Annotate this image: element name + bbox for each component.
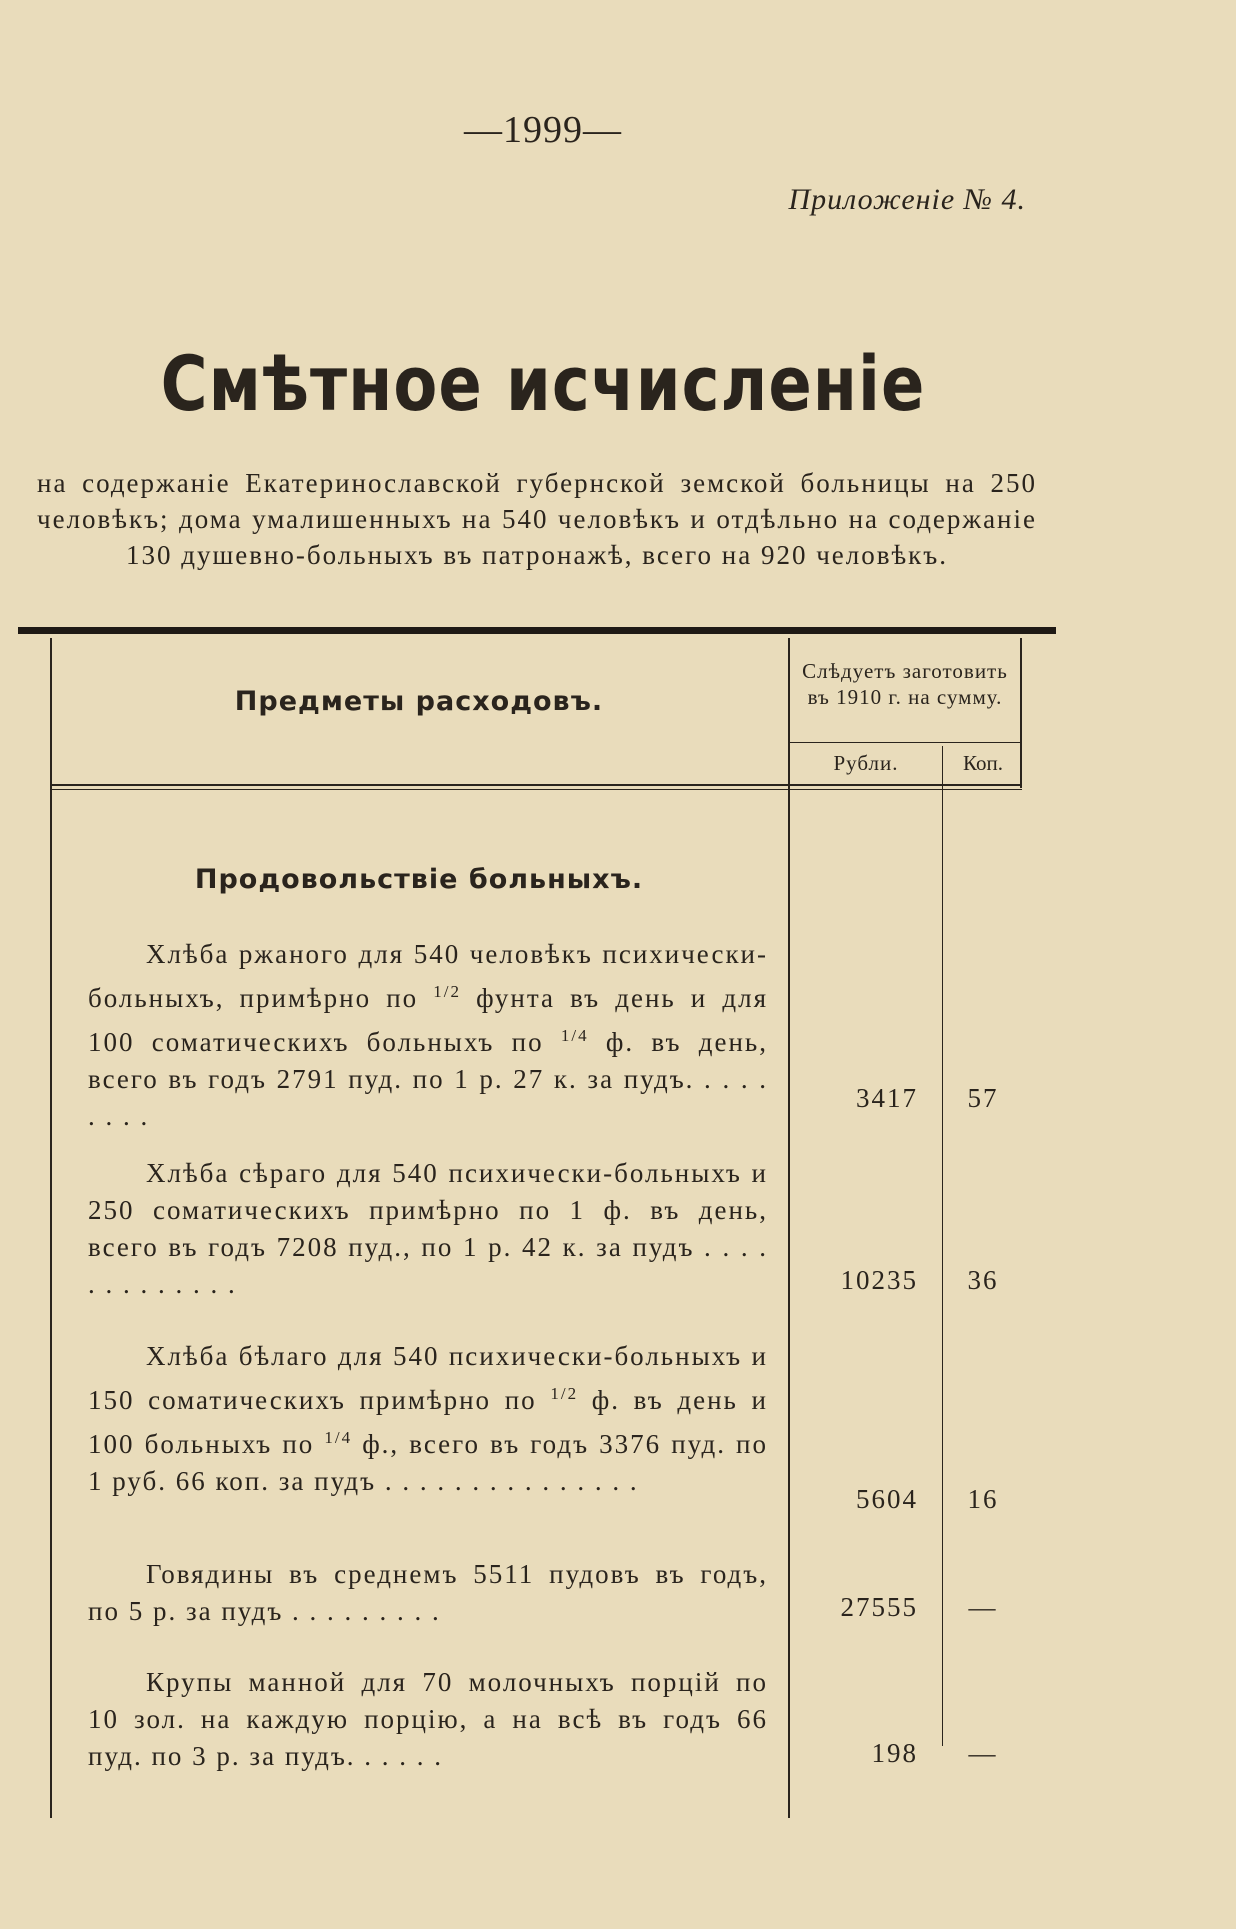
- col-header-rub: Рубли.: [833, 751, 899, 775]
- row-text-part: Хлѣба ржаного для 540 человѣкъ психически-больныхъ, примѣрно по: [88, 939, 768, 1013]
- row-rub: 27555: [840, 1592, 918, 1622]
- row-text: [88, 1338, 768, 1500]
- table-row: [88, 1556, 768, 1630]
- col-header-kop: Коп.: [963, 751, 1003, 775]
- header-bottom-rule-2: [50, 789, 1022, 790]
- fraction: 1/4: [324, 1428, 353, 1447]
- header-bottom-rule: [50, 784, 1022, 786]
- table-left-border: [50, 638, 52, 1818]
- row-text-part: Хлѣба бѣлаго для 540 психически-больныхъ и 150 соматическихъ примѣрно по: [88, 1341, 768, 1415]
- subtitle: на содержаніе Екатеринославской губернской земской больницы на 250 человѣкъ; дома умалишенныхъ на 540 человѣкъ и отдѣльно на содержаніе 130 душевно-больныхъ въ патронажѣ, всего на 920 человѣкъ.: [37, 468, 1037, 570]
- row-rub: 5604: [856, 1484, 918, 1514]
- sum-subheader-rule: [790, 742, 1022, 743]
- row-text: Крупы манной для 70 молочныхъ порцій по 10 зол. на каждую порцію, а на всѣ въ годъ 66 пуд. по 3 р. за пудъ. . . . . .: [88, 1667, 768, 1771]
- row-text-part: ф. въ день, всего въ годъ 2791 пуд. по 1 р. 27 к. за пудъ. . . . . . . . .: [88, 1027, 768, 1131]
- expense-table: [50, 638, 1022, 1818]
- appendix-label: Приложеніе № 4.: [788, 183, 1026, 216]
- row-rub: 3417: [856, 1083, 918, 1113]
- row-text: [88, 936, 768, 1135]
- table-column-divider: [788, 638, 790, 1818]
- rub-kop-divider: [942, 746, 943, 1746]
- col-header-sum: Слѣдуетъ заготовить въ 1910 г. на сумму.: [802, 659, 1008, 709]
- fraction: 1/4: [560, 1026, 589, 1045]
- section-title: Продовольствіе больныхъ.: [194, 864, 644, 895]
- row-kop: 57: [967, 1083, 999, 1113]
- page-number: —1999—: [464, 109, 622, 151]
- row-rub: 10235: [840, 1265, 918, 1295]
- col-header-items: Предметы расходовъ.: [234, 686, 604, 717]
- fraction: 1/2: [433, 982, 462, 1001]
- row-text-part: фунта въ день и для 100 соматическихъ больныхъ по: [88, 983, 768, 1057]
- row-kop: —: [968, 1592, 998, 1622]
- row-text-part: ф. въ день и 100 больныхъ по: [88, 1385, 768, 1459]
- table-row: [88, 1155, 768, 1303]
- row-text-part: ф., всего въ годъ 3376 пуд. по 1 руб. 66 коп. за пудъ . . . . . . . . . . . . . . .: [88, 1429, 768, 1496]
- row-kop: —: [968, 1738, 998, 1768]
- table-row: [88, 1338, 768, 1500]
- row-text: Хлѣба сѣраго для 540 психически-больныхъ и 250 соматическихъ примѣрно по 1 ф. въ день, всего въ годъ 7208 пуд., по 1 р. 42 к. за пудъ . . . . . . . . . . . . .: [88, 1158, 768, 1299]
- row-rub: 198: [871, 1738, 918, 1768]
- header-rule: [18, 627, 1056, 634]
- page-title: Смѣтное исчисленіе: [160, 341, 926, 429]
- fraction: 1/2: [550, 1384, 579, 1403]
- table-row: [88, 1664, 768, 1775]
- table-row: [88, 936, 768, 1135]
- row-text: Говядины въ среднемъ 5511 пудовъ въ годъ, по 5 р. за пудъ . . . . . . . . .: [88, 1559, 768, 1626]
- row-kop: 16: [967, 1484, 999, 1514]
- row-kop: 36: [967, 1265, 999, 1295]
